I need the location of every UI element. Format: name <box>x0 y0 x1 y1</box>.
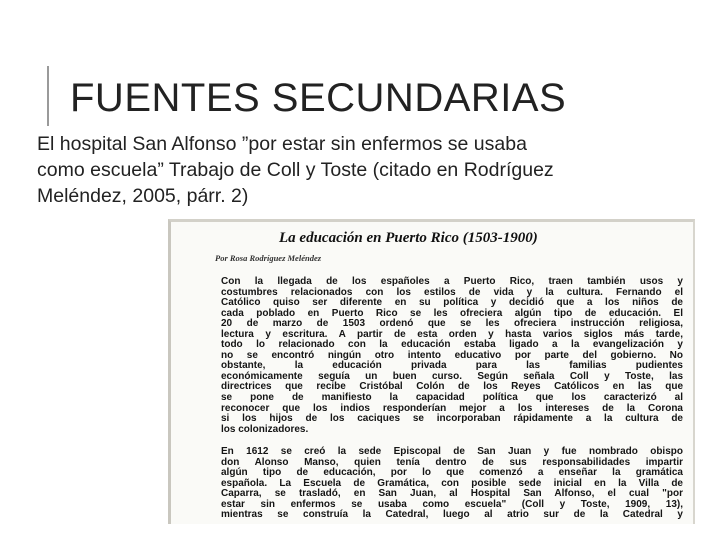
document-line: económicamente seguía un buen curso. Según señala Coll y Toste, las <box>221 370 683 382</box>
body-line: El hospital San Alfonso ”por estar sin enfermos se usaba <box>37 133 527 155</box>
document-line: don Alonso Manso, quien tenía dentro de sus responsabilidades impartir <box>221 456 683 468</box>
document-line: no se encontró ningún otro intento educativo por parte del gobierno. No <box>221 349 683 361</box>
document-line: algún tipo de educación, por lo que comenzó a enseñar la gramática <box>221 467 683 479</box>
document-line: Con la llegada de los españoles a Puerto Rico, traen también usos y <box>221 276 683 287</box>
title-accent-bar <box>47 66 49 126</box>
slide-body-text <box>37 131 687 209</box>
document-line: lectura y escritura. A partir de esta orden y hasta varios siglos más tarde, <box>221 328 683 340</box>
document-paragraph-2 <box>221 447 683 521</box>
document-line: reconocer que los indios responderían mejor a los intereses de la Corona <box>221 402 683 414</box>
document-line: Caparra, se trasladó, en San Juan, al Hospital San Alfonso, el cual "por <box>221 488 683 500</box>
body-line: Meléndez, 2005, párr. 2) <box>37 185 249 207</box>
document-line: estar sin enfermos se usaba como escuela" (Coll y Toste, 1909, 13), <box>221 498 683 510</box>
document-line: directrices que recibe Cristóbal Colón de los Reyes Católicos en las que <box>221 381 683 393</box>
document-paragraph-1 <box>221 277 683 435</box>
document-line: En 1612 se creó la sede Episcopal de San Juan y fue nombrado obispo <box>221 446 683 457</box>
document-line: 20 de marzo de 1503 ordenó que se les ofreciera instrucción religiosa, <box>221 318 683 330</box>
document-line: costumbres relacionados con los estilos de vida y la cultura. Fernando el <box>221 286 683 298</box>
document-line: mientras se construía la Catedral, luego al atrio sur de la Catedral y <box>221 509 683 521</box>
scanned-document-image <box>168 219 695 524</box>
document-title: La educación en Puerto Rico (1503-1900) <box>279 230 538 246</box>
body-line: como escuela” Trabajo de Coll y Toste (citado en Rodríguez <box>37 159 554 181</box>
document-line: todo lo relacionado con la educación estaba ligado a la evangelización y <box>221 339 683 351</box>
document-line: obstante, la educación privada para las familias pudientes <box>221 360 683 372</box>
document-line: si los hijos de los caciques se incorporaban rápidamente a la cultura de <box>221 413 683 425</box>
document-line: española. La Escuela de Gramática, con posible sede inicial en la Villa de <box>221 477 683 489</box>
slide-title: FUENTES SECUNDARIAS <box>70 76 567 120</box>
document-line: cada poblado en Puerto Rico se les ofreciera algún tipo de educación. El <box>221 307 683 319</box>
document-line: Católico quiso ser diferente en su política y decidió que a los niños de <box>221 297 683 309</box>
document-line: se pone de manifiesto la capacidad política que los caracterizó al <box>221 392 683 404</box>
document-line: los colonizadores. <box>221 423 309 435</box>
document-author: Por Rosa Rodríguez Meléndez <box>215 253 322 263</box>
